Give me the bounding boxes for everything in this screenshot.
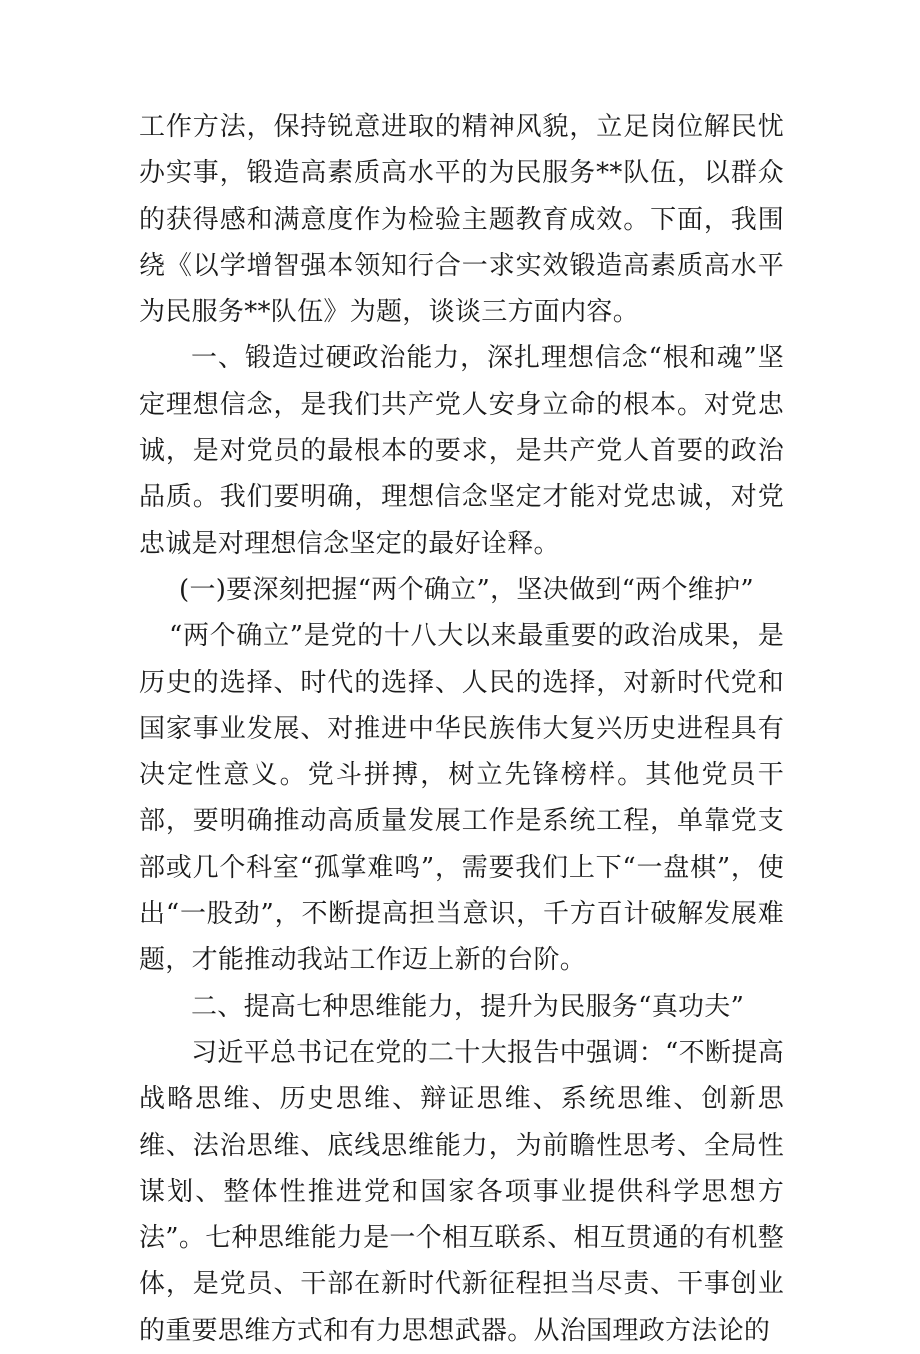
- subsection-heading-one: (一)要深刻把握“两个确立”，坚决做到“两个维护”: [179, 574, 754, 605]
- paragraph-intro-continued: 工作方法，保持锐意进取的精神风貌，立足岗位解民忧办实事，锻造高素质高水平的为民服务**队伍，以群众的获得感和满意度作为检验主题教育成效。下面，我围绕《以学增智强本领知行合一求实效锻造高素质高水平为民服务**队伍》为题，谈谈三方面内容。: [139, 112, 784, 328]
- section-heading-two: 二、提高七种思维能力，提升为民服务“真功夫”: [191, 991, 745, 1022]
- paragraph-seven-thinking-abilities: 习近平总书记在党的二十大报告中强调：“不断提高战略思维、历史思维、辩证思维、系统思维、创新思维、法治思维、底线思维能力，为前瞻性思考、全局性谋划、整体性推进党和国家各项事业提供科学思想方法”。七种思维能力是一个相互联系、相互贯通的有机整体，是党员、干部在新时代新征程担当尽责、干事创业的重要思维方式和有力思想武器。从治国理政方法论的: [139, 1037, 784, 1346]
- paragraph-two-establishments: “两个确立”是党的十八大以来最重要的政治成果，是历史的选择、时代的选择、人民的选择，对新时代党和国家事业发展、对推进中华民族伟大复兴历史进程具有决定性意义。党斗拼搏，树立先锋榜样。其他党员干部，要明确推动高质量发展工作是系统工程，单靠党支部或几个科室“孤掌难鸣”，需要我们上下“一盘棋”，使出“一股劲”，不断提高担当意识，千方百计破解发展难题，才能推动我站工作迈上新的台阶。: [139, 621, 784, 976]
- document-body: [139, 104, 784, 1354]
- section-heading-one-paragraph: 一、锻造过硬政治能力，深扎理想信念“根和魂”坚定理想信念，是我们共产党人安身立命的根本。对党忠诚，是对党员的最根本的要求，是共产党人首要的政治品质。我们要明确，理想信念坚定才能对党忠诚，对党忠诚是对理想信念坚定的最好诠释。: [139, 343, 784, 559]
